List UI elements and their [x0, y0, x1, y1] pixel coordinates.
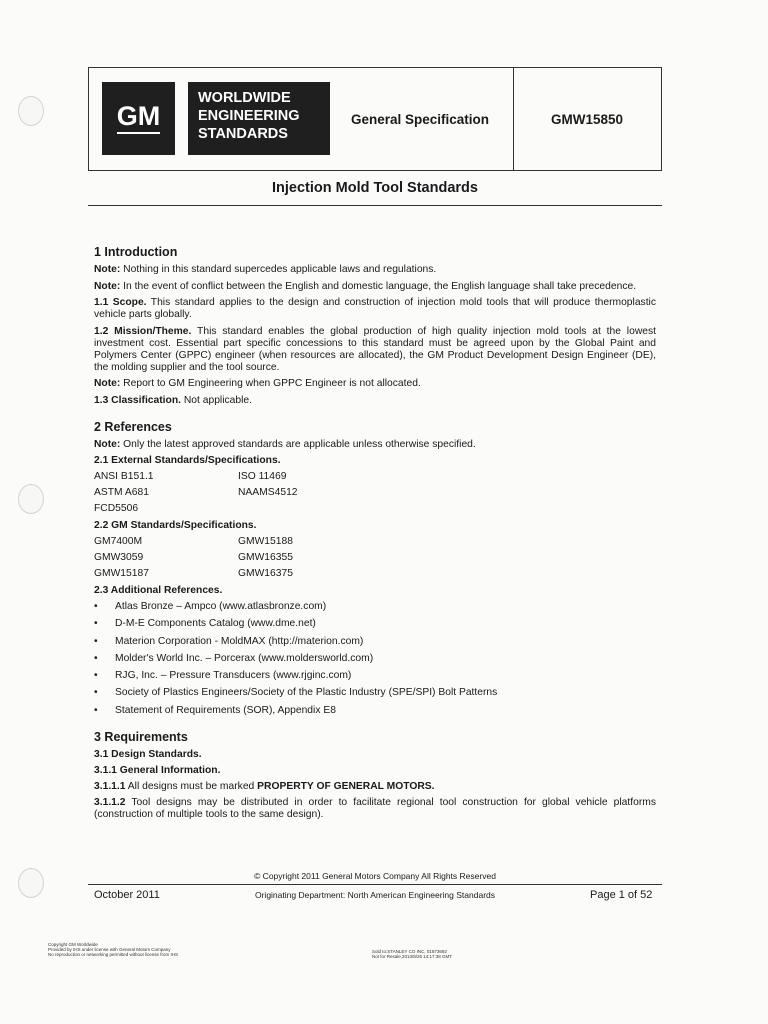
paragraph: Note: Report to GM Engineering when GPPC Engineer is not allocated.	[94, 378, 421, 389]
header-divider	[513, 68, 514, 170]
section-3-heading: 3 Requirements	[94, 729, 188, 744]
spec-number: GMW15850	[551, 112, 624, 127]
reference-item: NAAMS4512	[238, 487, 298, 498]
page-number: Page 1 of 52	[590, 889, 653, 901]
title-rule	[88, 205, 662, 206]
reference-item: ANSI B151.1	[94, 471, 154, 482]
paragraph: 1.1 Scope. This standard applies to the design and construction of injection mold tools that will produce thermoplastic vehicle parts globally.	[94, 297, 656, 320]
section-2-heading: 2 References	[94, 419, 172, 434]
list-item: • D-M-E Components Catalog (www.dme.net)	[94, 618, 656, 630]
list-item: • Atlas Bronze – Ampco (www.atlasbronze.com)	[94, 601, 656, 613]
footer-rule	[88, 884, 662, 885]
binder-hole-top	[18, 96, 44, 126]
paragraph: 3.1.1.2 Tool designs may be distributed in order to facilitate regional tool construction for global vehicle platforms (construction of multiple tools to the same design).	[94, 797, 656, 821]
brand-line-3: STANDARDS	[198, 126, 288, 142]
footer-date: October 2011	[94, 889, 160, 901]
list-item: • Materion Corporation - MoldMAX (http://materion.com)	[94, 636, 656, 648]
reference-item: GMW3059	[94, 552, 144, 563]
gm-standards-list	[94, 536, 656, 580]
spec-type: General Specification	[351, 112, 490, 127]
general-information-heading: 3.1.1 General Information.	[94, 764, 221, 776]
reference-item: GM7400M	[94, 536, 143, 547]
paragraph: Note: Nothing in this standard supercedes applicable laws and regulations.	[94, 264, 437, 275]
document-body	[94, 245, 656, 826]
binder-hole-middle	[18, 484, 44, 514]
binder-hole-bottom	[18, 868, 44, 898]
reference-item: FCD5506	[94, 503, 139, 514]
list-item: • RJG, Inc. – Pressure Transducers (www.rjginc.com)	[94, 670, 656, 682]
license-notice-left: Copyright GM Worldwide Provided by IHS under license with General Motors Company No reproduction or networking permitted without license from IHS	[48, 942, 179, 957]
gm-standards-heading: 2.2 GM Standards/Specifications.	[94, 520, 257, 531]
paragraph: 1.3 Classification. Not applicable.	[94, 394, 252, 406]
document-title: Injection Mold Tool Standards	[272, 180, 478, 196]
additional-references-heading: 2.3 Additional References.	[94, 585, 223, 596]
external-standards-list	[94, 471, 656, 515]
header-box	[88, 67, 662, 171]
footer-department: Originating Department: North American Engineering Standards	[254, 890, 496, 900]
gm-logo	[102, 82, 175, 155]
additional-references-list	[94, 601, 656, 717]
reference-item: GMW15188	[238, 536, 293, 547]
design-standards-heading: 3.1 Design Standards.	[94, 748, 202, 760]
list-item: • Statement of Requirements (SOR), Appendix E8	[94, 705, 656, 717]
brand-line-2: ENGINEERING	[198, 108, 300, 124]
license-notice-right: Sold to:STANLEY CO INC, 01873692 Not for Resale,2013/8/26 14:17:38 GMT	[372, 949, 453, 959]
reference-item: GMW16355	[238, 552, 293, 563]
copyright-notice: © Copyright 2011 General Motors Company All Rights Reserved	[254, 871, 496, 881]
brand-line-1: WORLDWIDE	[198, 90, 291, 106]
paragraph: Note: Only the latest approved standards are applicable unless otherwise specified.	[94, 438, 476, 450]
worldwide-engineering-standards-logo	[188, 82, 330, 155]
paragraph: 3.1.1.1 All designs must be marked PROPERTY OF GENERAL MOTORS.	[94, 780, 435, 792]
list-item: • Society of Plastics Engineers/Society of the Plastic Industry (SPE/SPI) Bolt Patterns	[94, 687, 656, 699]
reference-item: GMW15187	[94, 568, 149, 579]
list-item: • Molder's World Inc. – Porcerax (www.moldersworld.com)	[94, 653, 656, 665]
reference-item: ISO 11469	[238, 471, 287, 482]
section-1-heading: 1 Introduction	[94, 245, 178, 259]
gm-logo-text: GM	[117, 103, 161, 134]
paragraph: 1.2 Mission/Theme. This standard enables the global production of high quality injection mold tools at the lowest investment cost. Essential part specific concessions to this standard must be agreed upon by the Global Paint and Polymers Center (GPPC) engineer (when resources are allocated), the GM Product Development Design Engineer (DE), the molding supplier and the tool source.	[94, 325, 656, 373]
reference-item: GMW16375	[238, 568, 293, 579]
reference-item: ASTM A681	[94, 487, 149, 498]
paragraph: Note: In the event of conflict between the English and domestic language, the English language shall take precedence.	[94, 280, 637, 292]
external-standards-heading: 2.1 External Standards/Specifications.	[94, 455, 281, 466]
